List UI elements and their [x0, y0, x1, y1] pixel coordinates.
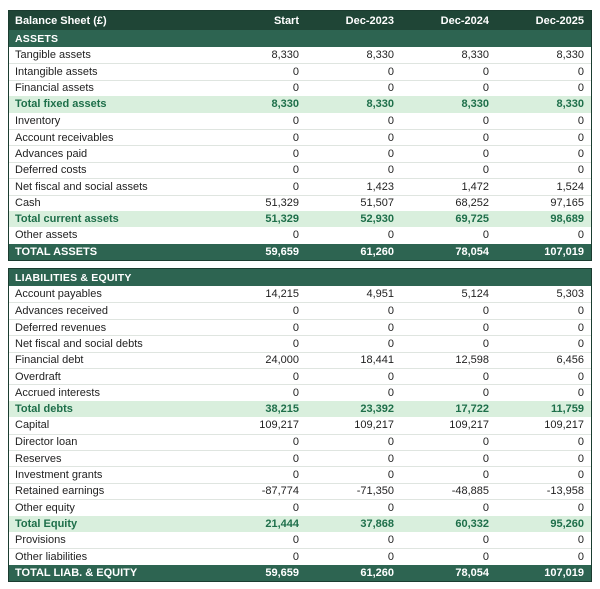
cell-value: 23,392 — [360, 403, 394, 415]
row-label: Deferred costs — [15, 164, 87, 177]
table-row — [9, 211, 591, 227]
cell-value: 0 — [292, 131, 299, 144]
cell-value: 0 — [482, 452, 489, 465]
liabilities-section-rows — [9, 269, 591, 581]
cell-value: 6,456 — [556, 354, 584, 367]
cell-value: 0 — [387, 337, 394, 350]
row-label: Account receivables — [15, 131, 114, 144]
column-header-start: Start — [273, 14, 299, 27]
cell-value: 8,330 — [271, 49, 299, 62]
cell-value: 0 — [292, 452, 299, 465]
cell-value: 78,054 — [455, 245, 489, 258]
section-gap — [8, 261, 592, 268]
cell-value: 0 — [387, 452, 394, 465]
row-label: Cash — [15, 197, 41, 210]
cell-value: 0 — [577, 131, 584, 144]
cell-value: 0 — [577, 66, 584, 79]
table-row — [9, 368, 591, 384]
cell-value: 0 — [387, 436, 394, 449]
table-row — [9, 335, 591, 351]
row-label: Accrued interests — [15, 387, 100, 400]
row-label: Total debts — [15, 403, 73, 415]
cell-value: 12,598 — [455, 354, 489, 367]
table-row — [9, 129, 591, 145]
table-row — [9, 286, 591, 302]
cell-value: 0 — [482, 131, 489, 144]
cell-value: 0 — [577, 436, 584, 449]
section-header — [9, 269, 591, 286]
row-label: Provisions — [15, 534, 66, 547]
cell-value: 0 — [482, 387, 489, 400]
cell-value: 69,725 — [455, 213, 489, 226]
cell-value: 0 — [577, 501, 584, 514]
cell-value: 0 — [482, 436, 489, 449]
row-label: Other equity — [15, 501, 75, 514]
table-row — [9, 195, 591, 211]
section-title: ASSETS — [15, 32, 59, 45]
row-label: Retained earnings — [15, 485, 105, 498]
cell-value: 0 — [577, 148, 584, 161]
cell-value: 21,444 — [265, 517, 299, 530]
cell-value: 0 — [577, 114, 584, 127]
cell-value: 0 — [387, 321, 394, 334]
cell-value: 0 — [292, 337, 299, 350]
table-row — [9, 401, 591, 417]
cell-value: 109,217 — [354, 419, 394, 432]
balance-sheet — [8, 10, 592, 582]
cell-value: 0 — [482, 229, 489, 242]
table-row — [9, 244, 591, 260]
assets-block — [8, 10, 592, 261]
cell-value: 0 — [292, 387, 299, 400]
cell-value: 8,330 — [366, 49, 394, 62]
cell-value: 0 — [387, 148, 394, 161]
cell-value: 0 — [292, 534, 299, 547]
table-header-row — [9, 11, 591, 30]
cell-value: 107,019 — [544, 245, 584, 258]
cell-value: 0 — [292, 551, 299, 564]
row-label: Total fixed assets — [15, 98, 107, 111]
cell-value: 0 — [292, 82, 299, 95]
cell-value: 0 — [292, 229, 299, 242]
cell-value: 0 — [482, 82, 489, 95]
cell-value: 0 — [482, 66, 489, 79]
table-row — [9, 548, 591, 564]
table-row — [9, 319, 591, 335]
cell-value: 8,330 — [556, 98, 584, 111]
cell-value: 0 — [577, 337, 584, 350]
cell-value: 60,332 — [455, 517, 489, 530]
cell-value: 51,507 — [360, 197, 394, 210]
cell-value: 109,217 — [259, 419, 299, 432]
cell-value: -48,885 — [451, 485, 489, 498]
cell-value: 0 — [292, 180, 299, 193]
cell-value: 37,868 — [360, 517, 394, 530]
cell-value: 0 — [292, 321, 299, 334]
cell-value: 0 — [482, 534, 489, 547]
cell-value: 61,260 — [360, 245, 394, 258]
table-row — [9, 450, 591, 466]
cell-value: 52,930 — [360, 213, 394, 226]
table-row — [9, 80, 591, 96]
cell-value: 11,759 — [550, 403, 584, 415]
row-label: Financial assets — [15, 82, 94, 95]
cell-value: 0 — [577, 321, 584, 334]
cell-value: 8,330 — [461, 49, 489, 62]
cell-value: 0 — [292, 436, 299, 449]
cell-value: 8,330 — [556, 49, 584, 62]
cell-value: 1,423 — [366, 180, 394, 193]
table-title: Balance Sheet (£) — [15, 14, 107, 27]
cell-value: 0 — [482, 370, 489, 383]
cell-value: 0 — [577, 164, 584, 177]
column-header-dec-2025: Dec-2025 — [535, 14, 584, 27]
cell-value: 95,260 — [550, 517, 584, 530]
table-row — [9, 516, 591, 532]
row-label: Net fiscal and social assets — [15, 180, 148, 193]
cell-value: 0 — [292, 469, 299, 482]
cell-value: 8,330 — [271, 98, 299, 111]
table-row — [9, 483, 591, 499]
cell-value: 78,054 — [455, 566, 489, 579]
table-row — [9, 434, 591, 450]
column-header-dec-2023: Dec-2023 — [345, 14, 394, 27]
cell-value: 0 — [577, 387, 584, 400]
cell-value: 0 — [387, 229, 394, 242]
cell-value: 0 — [292, 164, 299, 177]
cell-value: 0 — [292, 370, 299, 383]
cell-value: 0 — [387, 551, 394, 564]
table-row — [9, 384, 591, 400]
cell-value: 0 — [292, 148, 299, 161]
cell-value: 24,000 — [265, 354, 299, 367]
cell-value: 0 — [577, 534, 584, 547]
cell-value: 51,329 — [265, 213, 299, 226]
table-row — [9, 145, 591, 161]
cell-value: 0 — [387, 370, 394, 383]
cell-value: -87,774 — [261, 485, 299, 498]
cell-value: 14,215 — [265, 288, 299, 301]
table-row — [9, 227, 591, 243]
cell-value: 51,329 — [265, 197, 299, 210]
cell-value: 0 — [387, 66, 394, 79]
row-label: Investment grants — [15, 469, 103, 482]
row-label: Reserves — [15, 452, 62, 465]
table-row — [9, 352, 591, 368]
cell-value: 0 — [577, 229, 584, 242]
cell-value: 109,217 — [544, 419, 584, 432]
liabilities-equity-block — [8, 268, 592, 582]
cell-value: 0 — [577, 469, 584, 482]
table-row — [9, 532, 591, 548]
table-row — [9, 63, 591, 79]
cell-value: 0 — [577, 305, 584, 318]
cell-value: 0 — [482, 305, 489, 318]
row-label: Total current assets — [15, 213, 119, 226]
row-label: Tangible assets — [15, 49, 91, 62]
row-label: Deferred revenues — [15, 321, 107, 334]
table-row — [9, 302, 591, 318]
cell-value: 0 — [387, 131, 394, 144]
cell-value: 109,217 — [449, 419, 489, 432]
cell-value: 1,472 — [461, 180, 489, 193]
table-row — [9, 113, 591, 129]
cell-value: 17,722 — [455, 403, 489, 415]
cell-value: 0 — [387, 305, 394, 318]
table-row — [9, 417, 591, 433]
row-label: Net fiscal and social debts — [15, 337, 143, 350]
cell-value: 0 — [292, 501, 299, 514]
cell-value: 38,215 — [265, 403, 299, 415]
table-row — [9, 565, 591, 581]
row-label: Other assets — [15, 229, 78, 242]
cell-value: 8,330 — [366, 98, 394, 111]
table-row — [9, 466, 591, 482]
row-label: Advances received — [15, 305, 108, 318]
section-title: LIABILITIES & EQUITY — [15, 271, 132, 284]
cell-value: 8,330 — [461, 98, 489, 111]
cell-value: 0 — [482, 164, 489, 177]
row-label: Advances paid — [15, 148, 88, 161]
cell-value: 0 — [292, 114, 299, 127]
cell-value: 5,124 — [461, 288, 489, 301]
cell-value: 0 — [577, 370, 584, 383]
section-header — [9, 30, 591, 47]
row-label: Total Equity — [15, 517, 78, 530]
cell-value: 0 — [577, 551, 584, 564]
cell-value: 59,659 — [265, 566, 299, 579]
cell-value: 5,303 — [556, 288, 584, 301]
cell-value: 0 — [387, 534, 394, 547]
cell-value: 0 — [387, 82, 394, 95]
column-header-dec-2024: Dec-2024 — [440, 14, 489, 27]
table-row — [9, 162, 591, 178]
row-label: TOTAL LIAB. & EQUITY — [15, 566, 138, 579]
cell-value: 0 — [292, 305, 299, 318]
cell-value: 0 — [577, 82, 584, 95]
cell-value: 0 — [387, 501, 394, 514]
cell-value: 18,441 — [360, 354, 394, 367]
table-row — [9, 178, 591, 194]
cell-value: 4,951 — [366, 288, 394, 301]
cell-value: 0 — [387, 469, 394, 482]
row-label: Financial debt — [15, 354, 84, 367]
cell-value: 0 — [482, 469, 489, 482]
cell-value: 0 — [387, 387, 394, 400]
cell-value: 0 — [482, 337, 489, 350]
cell-value: 98,689 — [550, 213, 584, 226]
table-row — [9, 47, 591, 63]
cell-value: 0 — [292, 66, 299, 79]
row-label: Account payables — [15, 288, 102, 301]
row-label: Other liabilities — [15, 551, 88, 564]
cell-value: 0 — [387, 164, 394, 177]
row-label: Capital — [15, 419, 50, 432]
cell-value: 0 — [482, 501, 489, 514]
cell-value: 0 — [482, 148, 489, 161]
row-label: Intangible assets — [15, 66, 98, 79]
cell-value: 61,260 — [360, 566, 394, 579]
cell-value: 0 — [482, 321, 489, 334]
cell-value: 68,252 — [455, 197, 489, 210]
row-label: TOTAL ASSETS — [15, 245, 98, 258]
cell-value: 0 — [387, 114, 394, 127]
assets-section-rows — [9, 30, 591, 260]
cell-value: 107,019 — [544, 566, 584, 579]
row-label: Inventory — [15, 114, 61, 127]
cell-value: 1,524 — [556, 180, 584, 193]
cell-value: 0 — [482, 551, 489, 564]
row-label: Overdraft — [15, 370, 61, 383]
cell-value: 0 — [577, 452, 584, 465]
cell-value: 0 — [482, 114, 489, 127]
cell-value: -71,350 — [356, 485, 394, 498]
row-label: Director loan — [15, 436, 78, 449]
cell-value: -13,958 — [546, 485, 584, 498]
cell-value: 59,659 — [265, 245, 299, 258]
table-row — [9, 96, 591, 112]
cell-value: 97,165 — [550, 197, 584, 210]
table-row — [9, 499, 591, 515]
